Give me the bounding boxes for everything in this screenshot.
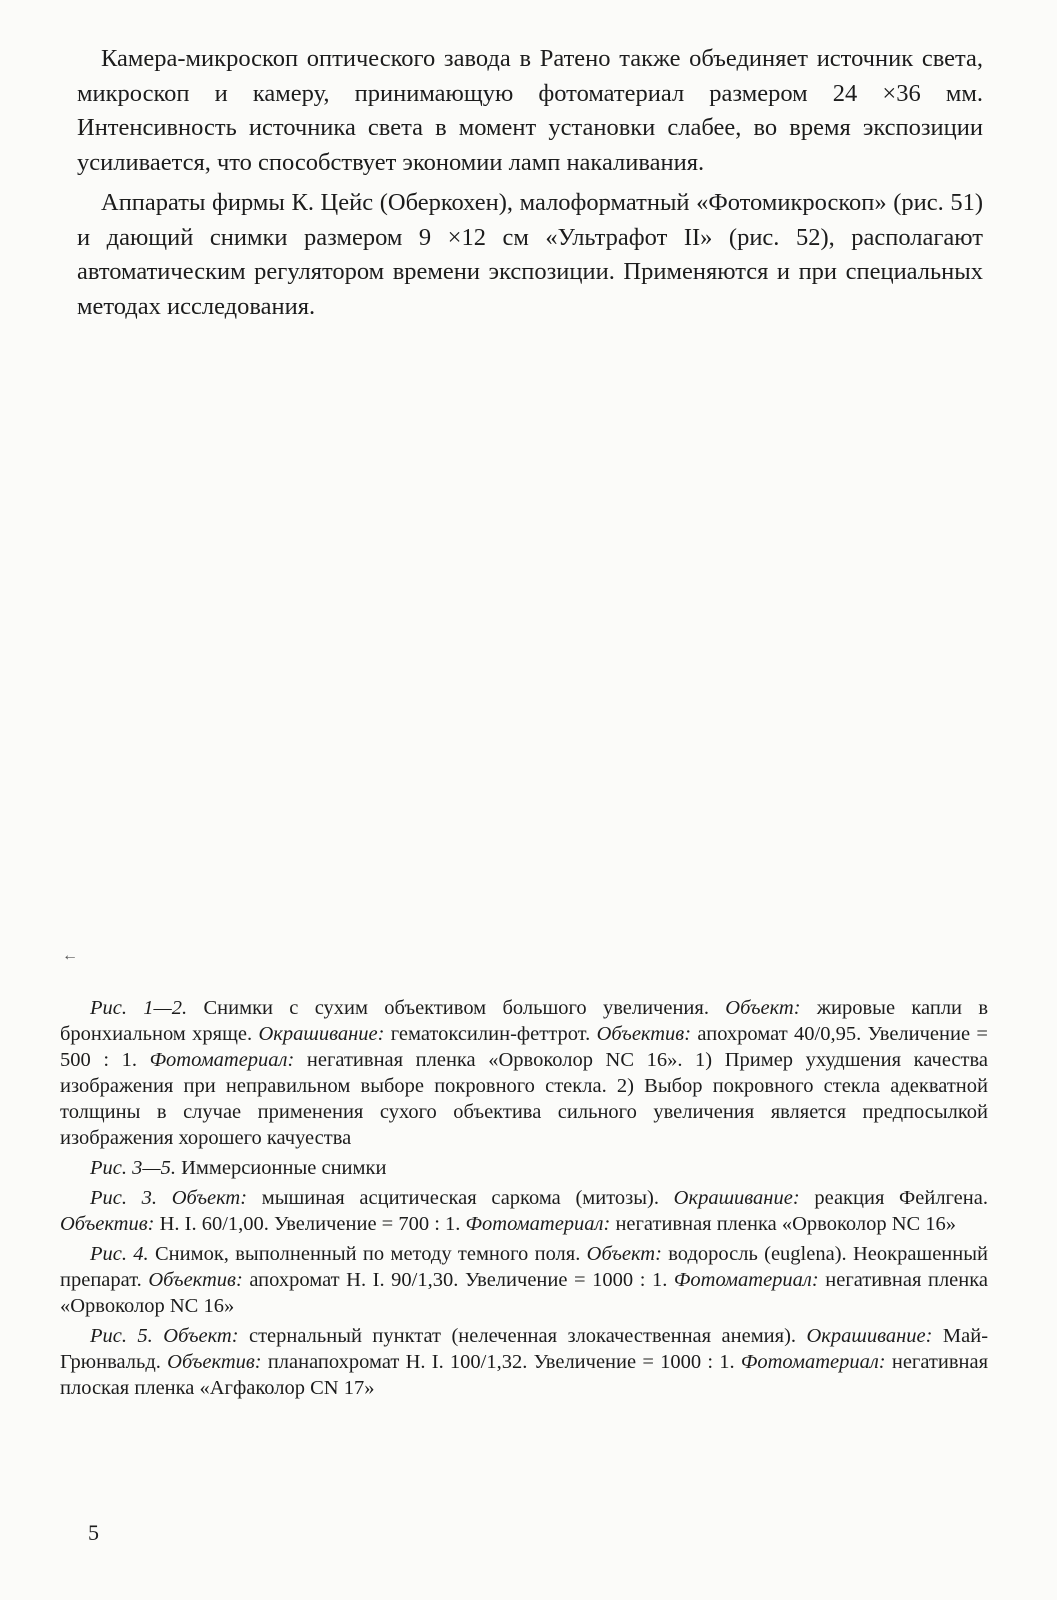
caption-label: Рис. 3—5. bbox=[90, 1157, 176, 1179]
body-paragraph: Аппараты фирмы К. Цейс (Оберкохен), малоформатный «Фотомикроскоп» (рис. 51) и дающий снимки размером 9 ×12 см «Ультрафот II» (рис. 52), располагают автоматическим регулятором времени экспозиции. Применяются и при специальных методах исследования. bbox=[77, 189, 983, 320]
caption-fig-4: Рис. 4. Снимок, выполненный по методу темного поля. Объект: водоросль (euglena). Неокрашенный препарат. Объектив: апохромат Н. I. 90/1,30. Увеличение = 1000 : 1. Фотоматериал: негативная пленка «Орвоколор NC 16» bbox=[60, 1243, 988, 1317]
caption-label: Рис. 4. bbox=[90, 1243, 149, 1265]
body-text bbox=[77, 42, 983, 330]
body-paragraph: Камера-микроскоп оптического завода в Ратено также объединяет источник света, микроскоп и камеру, принимающую фотоматериал размером 24 ×36 мм. Интенсивность источника света в момент установки слабее, во время экспозиции усиливается, что способствует экономии ламп накаливания. bbox=[77, 45, 983, 176]
arrow-left-icon: ← bbox=[62, 947, 78, 964]
caption-label: Рис. 5. bbox=[90, 1325, 153, 1347]
figure-captions bbox=[60, 995, 988, 1405]
caption-label: Рис. 3. bbox=[90, 1187, 158, 1209]
caption-fig-1-2: Рис. 1—2. Снимки с сухим объективом большого увеличения. Объект: жировые капли в бронхиальном хряще. Окрашивание: гематоксилин-феттрот. Объектив: апохромат 40/0,95. Увеличение = 500 : 1. Фотоматериал: негативная пленка «Орвоколор NC 16». 1) Пример ухудшения качества изображения при неправильном выборе покровного стекла. 2) Выбор покровного стекла адекватной толщины в случае применения сухого объектива сильного увеличения является предпосылкой изображения хорошего качуества bbox=[60, 997, 989, 1149]
caption-fig-3: Рис. 3. Объект: мышиная асцитическая саркома (митозы). Окрашивание: реакция Фейлгена. Объектив: Н. I. 60/1,00. Увеличение = 700 : 1. Фотоматериал: негативная пленка «Орвоколор NC 16» bbox=[60, 1187, 988, 1235]
caption-fig-3-5: Рис. 3—5. Иммерсионные снимки bbox=[90, 1157, 387, 1179]
caption-label: Рис. 1—2. bbox=[90, 997, 188, 1019]
page-number: 5 bbox=[88, 1520, 99, 1545]
caption-fig-5: Рис. 5. Объект: стернальный пунктат (нелеченная злокачественная анемия). Окрашивание: Май-Грюнвальд. Объектив: планапохромат Н. I. 100/1,32. Увеличение = 1000 : 1. Фотоматериал: негативная плоская пленка «Агфаколор CN 17» bbox=[60, 1325, 989, 1399]
